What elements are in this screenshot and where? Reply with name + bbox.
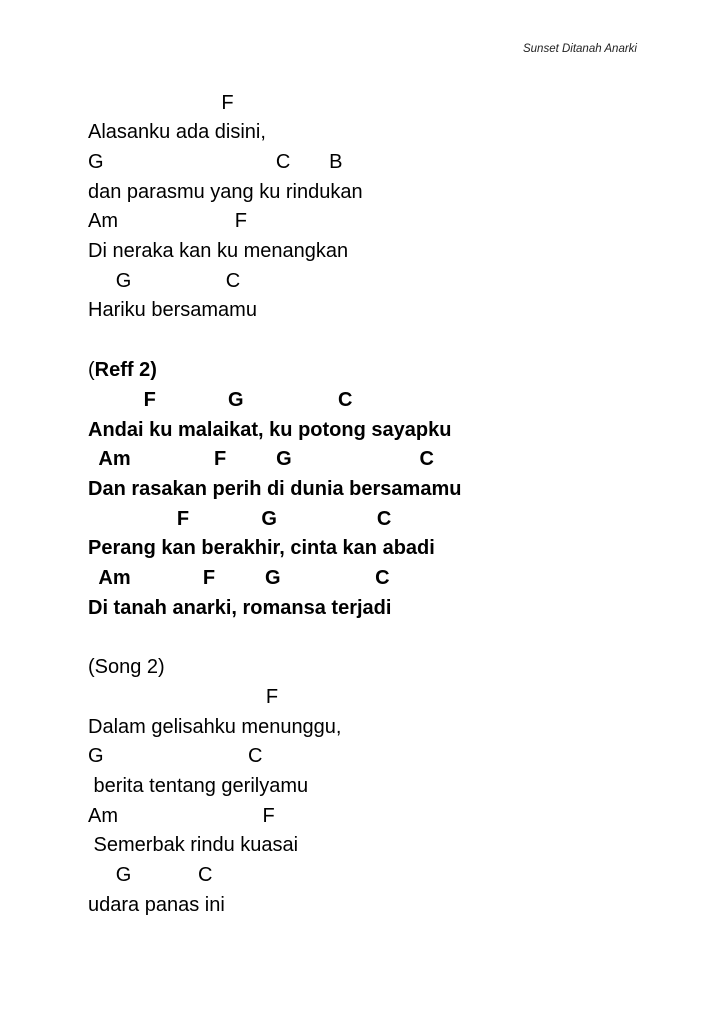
song-title-header: Sunset Ditanah Anarki bbox=[522, 43, 637, 55]
chord-line: G C B bbox=[88, 151, 343, 173]
lyric-line: Perang kan berakhir, cinta kan abadi bbox=[88, 537, 435, 559]
chord-line: G C bbox=[88, 745, 263, 767]
chord-line: Am F G C bbox=[88, 567, 390, 589]
chord-line: G C bbox=[88, 270, 241, 292]
section-label-song-2: (Song 2) bbox=[88, 656, 165, 678]
lyric-line: Dan rasakan perih di dunia bersamamu bbox=[88, 478, 462, 500]
lyric-line: Hariku bersamamu bbox=[88, 299, 257, 321]
chord-line: F bbox=[88, 686, 279, 708]
lyric-line: Di tanah anarki, romansa terjadi bbox=[88, 597, 392, 619]
chord-line: F G C bbox=[88, 389, 353, 411]
lyric-line: Andai ku malaikat, ku potong sayapku bbox=[88, 419, 452, 441]
lyric-line: Semerbak rindu kuasai bbox=[88, 834, 299, 856]
section-label-reff-2 bbox=[88, 358, 157, 382]
section-label-paren: ( bbox=[88, 359, 95, 381]
lyric-line: Dalam gelisahku menunggu, bbox=[88, 716, 342, 738]
lyric-line: udara panas ini bbox=[88, 894, 225, 916]
chord-line: G C bbox=[88, 864, 213, 886]
chord-line: F bbox=[88, 92, 234, 114]
chord-line: Am F bbox=[88, 210, 247, 232]
chord-line: F G C bbox=[88, 508, 392, 530]
lyric-line: berita tentang gerilyamu bbox=[88, 775, 309, 797]
section-label-text: Reff 2) bbox=[94, 359, 157, 381]
chord-line: Am F G C bbox=[88, 448, 434, 470]
lyric-line: Di neraka kan ku menangkan bbox=[88, 240, 349, 262]
lyric-line: dan parasmu yang ku rindukan bbox=[88, 181, 363, 203]
lyric-line: Alasanku ada disini, bbox=[88, 121, 266, 143]
chord-line: Am F bbox=[88, 805, 275, 827]
